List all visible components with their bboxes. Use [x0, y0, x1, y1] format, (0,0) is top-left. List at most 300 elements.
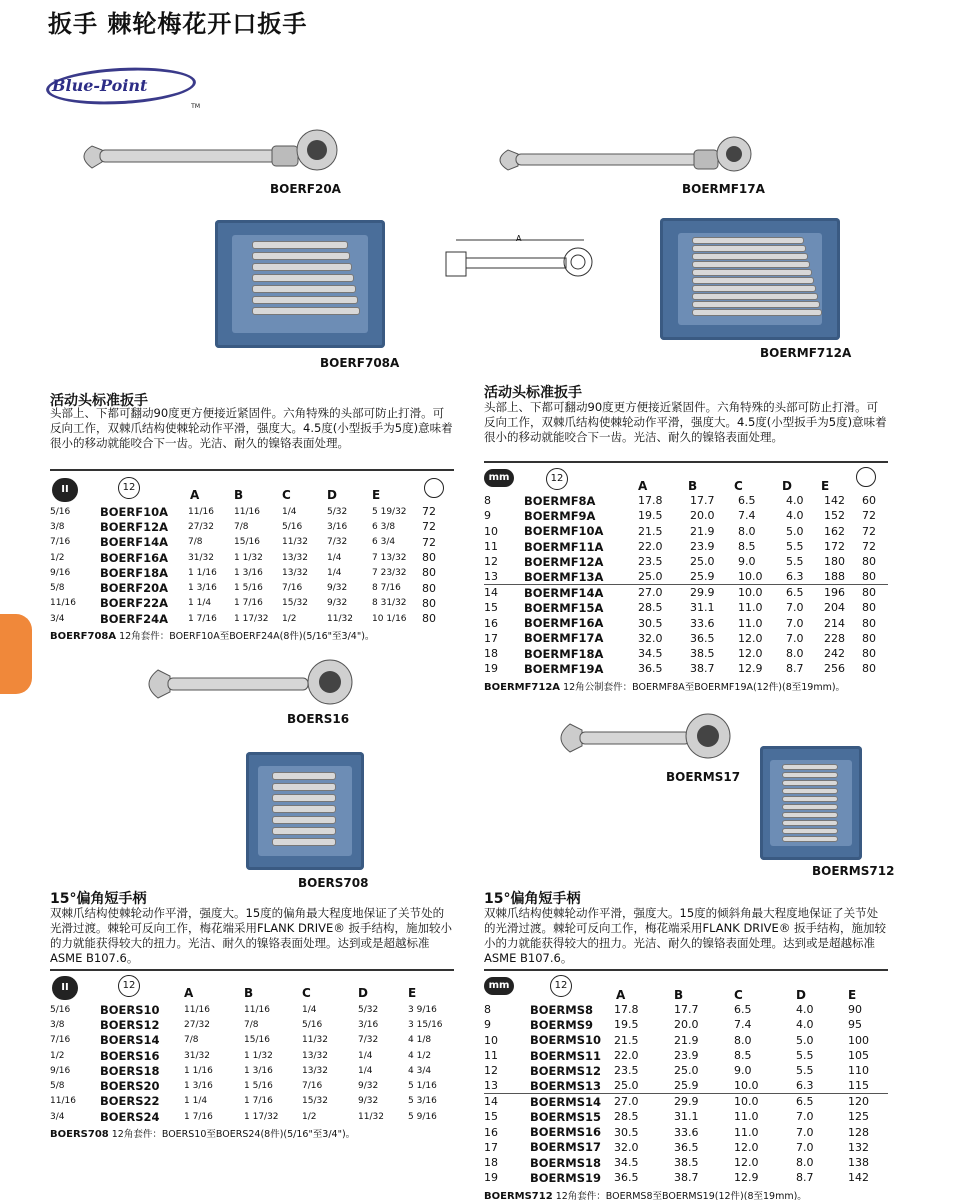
inch-badge-icon: II — [52, 976, 78, 1000]
table-cell: 11.0 — [738, 616, 763, 630]
col-b: B — [244, 986, 254, 1000]
table-cell: 80 — [862, 601, 876, 615]
table-cell: 5 1/16 — [408, 1081, 437, 1092]
table-row — [484, 508, 888, 523]
table-cell: 6.5 — [738, 494, 756, 508]
std-mm-heading: 活动头标准扳手 — [484, 385, 582, 401]
table-cell: 1 3/16 — [188, 583, 217, 594]
table-cell: 1 1/4 — [184, 1096, 208, 1107]
std-in-table — [50, 474, 454, 642]
table-cell: 21.9 — [674, 1033, 699, 1047]
table-row — [50, 1109, 454, 1124]
table-cell: 9/32 — [358, 1096, 379, 1107]
table-cell: 1 7/16 — [234, 598, 263, 609]
table-cell: BOERMF14A — [524, 585, 638, 600]
caption-boers708: BOERS708 — [298, 876, 369, 890]
table-cell: 28.5 — [614, 1110, 639, 1124]
col-d: D — [796, 988, 806, 1002]
table-cell: 3 9/16 — [408, 1004, 437, 1015]
table-cell: 38.7 — [690, 662, 715, 676]
table-cell: BOERMF11A — [524, 539, 604, 554]
12-point-gear-icon: 12 — [118, 975, 140, 997]
table-cell: 115 — [848, 1079, 869, 1093]
table-cell: 1 7/16 — [184, 1111, 213, 1122]
page-title: 扳手 棘轮梅花开口扳手 — [48, 10, 308, 38]
table-cell: 80 — [862, 631, 876, 645]
table-cell: 142 — [848, 1171, 869, 1185]
table-cell: 25.9 — [674, 1079, 699, 1093]
table-cell: 72 — [422, 535, 436, 549]
table-cell: 15/32 — [282, 598, 308, 609]
table-cell: 10 — [484, 1033, 498, 1047]
table-cell: 7.0 — [796, 1110, 814, 1124]
std-mm-footer-part: BOERMF712A — [484, 681, 561, 693]
table-row — [50, 535, 454, 550]
table-cell: 152 — [824, 509, 845, 523]
table-cell: 10.0 — [738, 570, 763, 584]
col-a: A — [616, 988, 626, 1002]
12-point-gear-icon: 12 — [118, 477, 140, 499]
table-row — [484, 1033, 888, 1048]
table-cell: 11/32 — [327, 613, 353, 624]
table-cell: 31.1 — [674, 1110, 699, 1124]
table-cell: BOERMS9 — [530, 1017, 593, 1032]
table-cell: 80 — [862, 647, 876, 661]
table-cell: 8.5 — [738, 540, 756, 554]
table-cell: 242 — [824, 647, 845, 661]
table-cell: BOERMS15 — [530, 1109, 601, 1124]
table-cell: BOERMF13A — [524, 569, 604, 584]
col-c: C — [282, 488, 291, 502]
caption-boermf712a: BOERMF712A — [760, 346, 852, 360]
table-cell: 6.3 — [786, 570, 804, 584]
table-cell: 13/32 — [282, 552, 308, 563]
table-cell: 36.5 — [638, 662, 663, 676]
table-cell: 10.0 — [734, 1094, 796, 1109]
table-cell: 34.5 — [614, 1156, 639, 1170]
table-cell: 4.0 — [796, 1003, 814, 1017]
table-row — [50, 1033, 454, 1048]
std-in-heading: 活动头标准扳手 — [50, 393, 148, 409]
table-cell: 5/16 — [282, 521, 303, 532]
table-cell: 4 1/8 — [408, 1035, 432, 1046]
table-row — [484, 1002, 888, 1017]
table-cell: 6.5 — [734, 1003, 752, 1017]
table-row — [484, 1170, 888, 1185]
table-cell: 132 — [848, 1140, 869, 1154]
table-cell: 1 17/32 — [234, 613, 269, 624]
table-cell: 1 5/16 — [244, 1081, 273, 1092]
table-cell: 1/4 — [327, 552, 342, 563]
table-cell: 22.0 — [614, 1049, 639, 1063]
table-row — [50, 611, 454, 626]
table-cell: 8.0 — [796, 1156, 814, 1170]
table-row — [484, 1017, 888, 1032]
table-cell: 10 — [484, 524, 498, 538]
short-mm-rule — [484, 969, 888, 971]
table-cell: 172 — [824, 540, 845, 554]
table-cell: 5/8 — [50, 1081, 65, 1092]
table-cell: 38.7 — [674, 1171, 699, 1185]
table-row — [50, 580, 454, 595]
table-cell: 9/32 — [327, 583, 348, 594]
table-cell: 38.5 — [674, 1156, 699, 1170]
table-cell: 125 — [848, 1110, 869, 1124]
table-cell: 21.9 — [690, 524, 715, 538]
table-cell: 228 — [824, 631, 845, 645]
std-in-footer — [50, 628, 454, 642]
table-cell: BOERMF10A — [524, 524, 604, 539]
table-row — [50, 550, 454, 565]
table-cell: BOERS10 — [100, 1002, 160, 1017]
table-cell: 1/4 — [327, 567, 342, 578]
table-cell: 180 — [824, 555, 845, 569]
std-in-rule — [50, 469, 454, 471]
table-cell: 15 — [484, 1110, 498, 1124]
table-cell: 17.8 — [638, 494, 663, 508]
table-cell: 27.0 — [614, 1094, 674, 1109]
table-cell: 7 13/32 — [372, 552, 407, 563]
table-cell: 90 — [848, 1003, 862, 1017]
table-cell: 1 1/16 — [184, 1065, 213, 1076]
table-cell: 23.5 — [614, 1064, 639, 1078]
table-cell: 12.0 — [738, 647, 763, 661]
table-cell: 23.5 — [638, 555, 663, 569]
table-row — [50, 596, 454, 611]
table-cell: 12.9 — [738, 662, 763, 676]
col-d: D — [782, 479, 792, 493]
short-mm-footer — [484, 1188, 888, 1200]
table-cell: 16 — [484, 616, 498, 630]
table-cell: 7/16 — [50, 1035, 71, 1046]
table-cell: 9/32 — [358, 1081, 379, 1092]
table-cell: 19.5 — [638, 509, 663, 523]
table-cell: 16 — [484, 1125, 498, 1139]
table-cell: 80 — [422, 596, 436, 610]
table-cell: 23.9 — [690, 540, 715, 554]
col-b: B — [234, 488, 244, 502]
table-cell: 7.0 — [786, 631, 804, 645]
table-cell: 138 — [848, 1156, 869, 1170]
table-cell: 80 — [862, 662, 876, 676]
table-cell: 5 3/16 — [408, 1096, 437, 1107]
table-cell: BOERMS12 — [530, 1063, 601, 1078]
mm-badge-icon: mm — [484, 977, 514, 995]
12-point-gear-icon: 12 — [550, 975, 572, 997]
table-cell: BOERMF15A — [524, 600, 604, 615]
table-cell: BOERF10A — [100, 504, 169, 519]
table-cell: 34.5 — [638, 647, 663, 661]
std-mm-rows — [484, 493, 888, 677]
table-cell: 11/32 — [358, 1111, 384, 1122]
table-cell: 7.0 — [786, 601, 804, 615]
table-cell: 9 — [484, 1018, 491, 1032]
table-cell: 12.0 — [738, 631, 763, 645]
table-cell: 120 — [848, 1094, 888, 1109]
table-cell: 7 23/32 — [372, 567, 407, 578]
col-d: D — [327, 488, 337, 502]
table-cell: BOERS22 — [100, 1094, 160, 1109]
wrench-boerf20a-image — [72, 128, 352, 184]
table-cell: BOERMS18 — [530, 1155, 601, 1170]
table-row — [50, 504, 454, 519]
table-cell: 29.9 — [690, 585, 738, 600]
table-cell: 72 — [862, 524, 876, 538]
table-cell: 30.5 — [638, 616, 663, 630]
table-cell: 11.0 — [734, 1110, 759, 1124]
table-cell: 80 — [862, 555, 876, 569]
table-cell: 3/4 — [50, 1111, 65, 1122]
table-cell: 3/4 — [50, 613, 65, 624]
table-cell: 3/8 — [50, 521, 65, 532]
table-cell: 60 — [862, 494, 876, 508]
short-mm-heading: 15°偏角短手柄 — [484, 891, 581, 907]
short-in-footer-part: BOERS708 — [50, 1129, 109, 1141]
table-cell: BOERMS13 — [530, 1078, 601, 1093]
table-cell: 11 — [484, 540, 498, 554]
table-cell: 33.6 — [674, 1125, 699, 1139]
tray-boers708-image — [246, 752, 364, 870]
table-cell: 188 — [824, 570, 845, 584]
table-cell: 1/4 — [358, 1050, 373, 1061]
wrench-boers16-image — [138, 656, 368, 714]
col-c: C — [302, 986, 311, 1000]
table-cell: 1/2 — [282, 613, 297, 624]
table-cell: 12.9 — [734, 1171, 759, 1185]
table-cell: BOERF12A — [100, 519, 169, 534]
table-cell: 11.0 — [734, 1125, 759, 1139]
table-cell: 5.0 — [786, 524, 804, 538]
table-row — [484, 1155, 888, 1170]
table-cell: 3/16 — [327, 521, 348, 532]
table-cell: 13/32 — [302, 1065, 328, 1076]
table-row — [484, 554, 888, 569]
caption-boerms712: BOERMS712 — [812, 864, 895, 878]
short-in-rule — [50, 969, 454, 971]
wrench-boermf17a-image — [490, 136, 780, 184]
table-cell: 7/8 — [244, 1019, 259, 1030]
table-cell: 19 — [484, 662, 498, 676]
table-cell: 31.1 — [690, 601, 715, 615]
table-cell: 3/16 — [358, 1019, 379, 1030]
table-cell: 8.0 — [734, 1033, 752, 1047]
table-cell: BOERMF18A — [524, 646, 604, 661]
tray-boerms712-image — [760, 746, 862, 860]
table-cell: BOERS20 — [100, 1079, 160, 1094]
table-cell: 95 — [848, 1018, 862, 1032]
table-cell: 7.4 — [734, 1018, 752, 1032]
table-row — [484, 585, 888, 600]
table-cell: 100 — [848, 1033, 869, 1047]
table-cell: 27/32 — [184, 1019, 210, 1030]
std-mm-footer — [484, 679, 888, 693]
table-cell: 10 1/16 — [372, 613, 407, 624]
table-row — [484, 615, 888, 630]
table-row — [484, 539, 888, 554]
col-a: A — [184, 986, 194, 1000]
table-cell: 4.0 — [786, 509, 804, 523]
table-cell: BOERMS11 — [530, 1048, 601, 1063]
table-cell: 72 — [422, 520, 436, 534]
table-cell: 18 — [484, 1156, 498, 1170]
table-cell: 5/16 — [50, 1004, 71, 1015]
table-cell: 13 — [484, 1079, 498, 1093]
table-cell: 7.0 — [786, 616, 804, 630]
table-cell: 6 3/8 — [372, 521, 396, 532]
table-cell: 25.0 — [690, 555, 715, 569]
table-cell: 17 — [484, 1140, 498, 1154]
table-cell: 5/16 — [302, 1019, 323, 1030]
table-cell: 11/16 — [184, 1004, 210, 1015]
table-row — [50, 1063, 454, 1078]
table-cell: 30.5 — [614, 1125, 639, 1139]
std-mm-rule — [484, 461, 888, 463]
table-cell: 31/32 — [184, 1050, 210, 1061]
table-cell: 20.0 — [674, 1018, 699, 1032]
table-cell: 11/32 — [282, 537, 308, 548]
table-cell: 80 — [862, 570, 876, 584]
col-a: A — [190, 488, 200, 502]
table-cell: 25.9 — [690, 570, 715, 584]
table-cell: 4.0 — [786, 494, 804, 508]
short-mm-footer-part: BOERMS712 — [484, 1190, 553, 1200]
table-cell: BOERF18A — [100, 565, 169, 580]
table-cell: 7/16 — [302, 1081, 323, 1092]
table-cell: 9 — [484, 509, 491, 523]
table-cell: 5/8 — [50, 583, 65, 594]
table-cell: 5.0 — [796, 1033, 814, 1047]
table-cell: 5.5 — [786, 555, 804, 569]
table-row — [50, 1002, 454, 1017]
short-in-footer — [50, 1126, 454, 1140]
table-cell: 19.5 — [614, 1018, 639, 1032]
table-cell: 8 — [484, 494, 491, 508]
table-cell: 72 — [862, 540, 876, 554]
brand-name: Blue-Point — [52, 76, 148, 95]
table-row — [484, 646, 888, 661]
table-cell: BOERMF8A — [524, 493, 596, 508]
table-cell: BOERMS17 — [530, 1140, 601, 1155]
tray-boerf708a-image — [215, 220, 385, 348]
table-cell: 5/32 — [358, 1004, 379, 1015]
tooth-count-icon — [424, 478, 444, 498]
col-b: B — [688, 479, 698, 493]
table-cell: 15/16 — [234, 537, 260, 548]
short-in-table — [50, 972, 454, 1140]
col-c: C — [734, 479, 743, 493]
table-cell: BOERMS14 — [530, 1094, 614, 1109]
table-cell: BOERF14A — [100, 535, 169, 550]
table-cell: 1 3/16 — [244, 1065, 273, 1076]
table-cell: BOERMF19A — [524, 661, 604, 676]
col-d: D — [358, 986, 368, 1000]
table-cell: 204 — [824, 601, 845, 615]
table-cell: 5/16 — [50, 506, 71, 517]
table-cell: 28.5 — [638, 601, 663, 615]
std-mm-table — [484, 465, 888, 693]
table-cell: 12 — [484, 555, 498, 569]
table-cell: BOERF22A — [100, 596, 169, 611]
table-cell: 1/2 — [50, 552, 65, 563]
table-cell: 33.6 — [690, 616, 715, 630]
caption-boerf708a: BOERF708A — [320, 356, 400, 370]
table-cell: 13/32 — [282, 567, 308, 578]
col-e: E — [848, 988, 857, 1002]
table-cell: 6.3 — [796, 1079, 814, 1093]
table-cell: 18 — [484, 647, 498, 661]
table-cell: 7/32 — [327, 537, 348, 548]
table-cell: 15/32 — [302, 1096, 328, 1107]
caption-boerf20a: BOERF20A — [270, 182, 341, 196]
table-cell: 1 3/16 — [234, 567, 263, 578]
table-row — [484, 524, 888, 539]
table-cell: 7.0 — [796, 1125, 814, 1139]
table-cell: 80 — [862, 616, 876, 630]
table-cell: 8 31/32 — [372, 598, 407, 609]
table-cell: 5.5 — [796, 1049, 814, 1063]
table-cell: 11/16 — [244, 1004, 270, 1015]
table-row — [484, 1094, 888, 1109]
short-mm-footer-text: 12角套件：BOERMS8至BOERMS19(12件)(8至19mm)。 — [552, 1190, 807, 1200]
table-cell: 4 3/4 — [408, 1065, 432, 1076]
table-cell: 9/16 — [50, 1065, 71, 1076]
brand-tm: TM — [191, 103, 200, 110]
table-row — [484, 493, 888, 508]
table-cell: 1 3/16 — [184, 1081, 213, 1092]
table-cell: BOERS14 — [100, 1033, 160, 1048]
table-cell: 5.5 — [786, 540, 804, 554]
table-cell: BOERS16 — [100, 1048, 160, 1063]
table-cell: 1 5/16 — [234, 583, 263, 594]
table-cell: 36.5 — [674, 1140, 699, 1154]
table-cell: 38.5 — [690, 647, 715, 661]
table-cell: 32.0 — [614, 1140, 639, 1154]
table-row — [50, 1094, 454, 1109]
table-cell: 11/32 — [302, 1035, 328, 1046]
table-cell: 7/8 — [184, 1035, 199, 1046]
section-tab — [0, 614, 32, 694]
table-cell: 11 — [484, 1049, 498, 1063]
table-cell: 142 — [824, 494, 845, 508]
table-cell: BOERF16A — [100, 550, 169, 565]
table-cell: 8 — [484, 1003, 491, 1017]
table-cell: BOERS24 — [100, 1109, 160, 1124]
table-cell: 1 1/16 — [188, 567, 217, 578]
table-cell: BOERMF9A — [524, 508, 596, 523]
table-cell: 23.9 — [674, 1049, 699, 1063]
table-cell: 11/16 — [234, 506, 260, 517]
short-mm-table — [484, 972, 888, 1200]
table-cell: 21.5 — [638, 524, 663, 538]
table-cell: 1/2 — [302, 1111, 317, 1122]
table-cell: 1/4 — [282, 506, 297, 517]
table-cell: 21.5 — [614, 1033, 639, 1047]
table-cell: 7/16 — [282, 583, 303, 594]
col-e: E — [821, 479, 830, 493]
table-cell: 6.5 — [786, 585, 824, 600]
table-cell: 4 1/2 — [408, 1050, 432, 1061]
table-cell: 7/8 — [188, 537, 203, 548]
table-cell: 8.5 — [734, 1049, 752, 1063]
table-cell: 10.0 — [734, 1079, 759, 1093]
caption-boermf17a: BOERMF17A — [682, 182, 765, 196]
short-in-heading: 15°偏角短手柄 — [50, 891, 147, 907]
table-cell: 27/32 — [188, 521, 214, 532]
table-cell: 80 — [422, 566, 436, 580]
table-cell: BOERF20A — [100, 581, 169, 596]
col-e: E — [372, 488, 381, 502]
table-cell: 1/4 — [302, 1004, 317, 1015]
